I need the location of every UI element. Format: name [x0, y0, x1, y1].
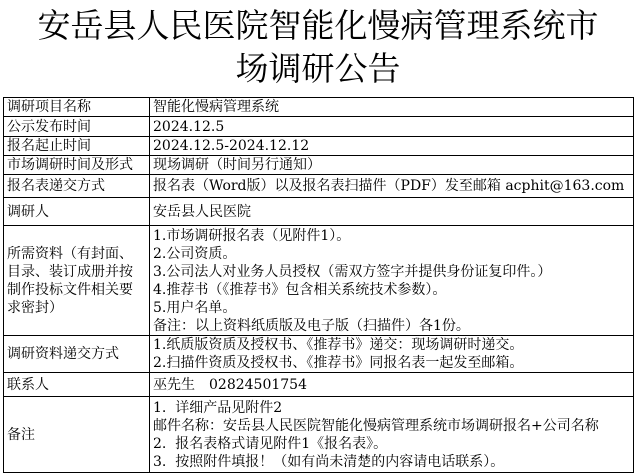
- row-materials-submission: [4, 336, 634, 373]
- value-line: 2.公司资质。: [153, 245, 237, 262]
- row-submission-method: [4, 175, 634, 198]
- value-text: 2024.12.5: [153, 118, 225, 135]
- label-line: 求密封）: [7, 299, 63, 316]
- value-line: 5.用户名单。: [153, 299, 237, 316]
- value-cell: [150, 98, 634, 117]
- value-cell: [150, 137, 634, 156]
- value-line: 邮件名称：安岳县人民医院智能化慢病管理系统市场调研报名+公司名称: [153, 417, 599, 434]
- row-remarks: [4, 397, 634, 473]
- row-registration-period: [4, 137, 634, 156]
- value-cell: [150, 117, 634, 137]
- value-text: 智能化慢病管理系统: [153, 99, 279, 115]
- label-cell: [4, 117, 150, 137]
- label-cell: [4, 373, 150, 397]
- label-text: 备注: [7, 426, 35, 443]
- label-text: 公示发布时间: [7, 118, 91, 135]
- value-cell: [150, 156, 634, 175]
- label-line: 所需资料（有封面、: [7, 245, 133, 262]
- value-text: 报名表（Word版）以及报名表扫描件（PDF）发至邮箱 acphit@163.com: [153, 178, 625, 194]
- row-project-name: [4, 98, 634, 117]
- value-line: 4.推荐书（《推荐书》包含相关系统技术参数）。: [153, 281, 447, 298]
- label-cell: [4, 397, 150, 473]
- title-line-2: 场调研公告: [235, 49, 401, 88]
- title-line-1: 安岳县人民医院智能化慢病管理系统市: [37, 6, 599, 45]
- value-line: 1.市场调研报名表（见附件1）。: [153, 227, 351, 244]
- value-cell: [150, 198, 634, 226]
- value-cell: [150, 175, 634, 198]
- label-text: 报名起止时间: [7, 138, 91, 154]
- value-line: 2.扫描件资质及授权书、《推荐书》同报名表一起发至邮箱。: [153, 355, 524, 371]
- row-required-materials: [4, 226, 634, 336]
- announcement-table: [3, 97, 634, 473]
- value-text: 现场调研（时间另行通知）: [153, 157, 321, 173]
- label-line: 制作投标文件相关要: [7, 281, 133, 298]
- value-line: 1.纸质版资质及授权书、《推荐书》递交：现场调研时递交。: [153, 337, 524, 353]
- label-cell: [4, 98, 150, 117]
- label-text: 市场调研时间及形式: [7, 157, 133, 173]
- label-text: 报名表递交方式: [7, 178, 105, 194]
- label-text: 调研人: [7, 203, 49, 220]
- contact-text: 巫先生 02824501754: [153, 376, 307, 393]
- row-contact: [4, 373, 634, 397]
- label-cell: [4, 156, 150, 175]
- value-cell: [150, 226, 634, 336]
- label-cell: [4, 226, 150, 336]
- value-line: 3. 按照附件填报！（如有尚未清楚的内容请电话联系）。: [153, 453, 505, 470]
- label-text: 调研项目名称: [7, 99, 91, 115]
- value-text: 2024.12.5-2024.12.12: [153, 138, 310, 154]
- row-publish-date: [4, 117, 634, 137]
- value-line: 3.公司法人对业务人员授权（需双方签字并提供身份证复印件。）: [153, 263, 552, 280]
- value-line: 1. 详细产品见附件2: [153, 399, 283, 416]
- value-cell: [150, 397, 634, 473]
- value-text: 安岳县人民医院: [153, 203, 251, 220]
- value-line: 2. 报名表格式请见附件1《报名表》。: [153, 435, 388, 452]
- value-cell: [150, 336, 634, 373]
- row-research-time-form: [4, 156, 634, 175]
- label-cell: [4, 198, 150, 226]
- page-title: [0, 4, 636, 90]
- label-cell: [4, 137, 150, 156]
- label-text: 联系人: [7, 376, 49, 393]
- value-cell: [150, 373, 634, 397]
- label-line: 目录、装订成册并按: [7, 263, 133, 280]
- label-cell: [4, 175, 150, 198]
- row-researcher: [4, 198, 634, 226]
- value-line: 备注：以上资料纸质版及电子版（扫描件）各1份。: [153, 317, 470, 334]
- label-text: 调研资料递交方式: [7, 346, 119, 362]
- label-cell: [4, 336, 150, 373]
